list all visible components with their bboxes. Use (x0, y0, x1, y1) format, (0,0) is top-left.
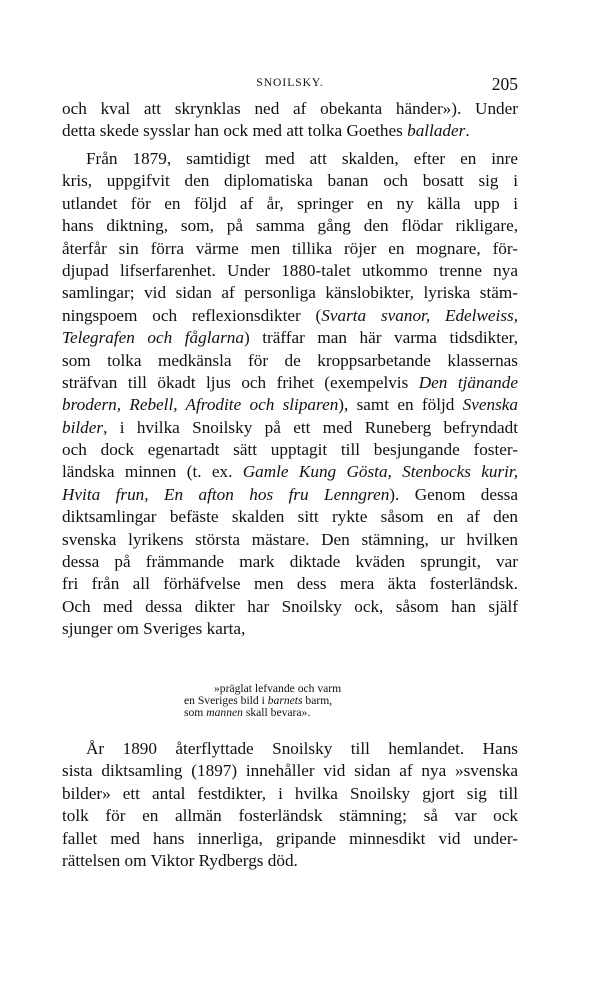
text-line (62, 618, 518, 640)
text-line (62, 394, 518, 416)
text-line (62, 596, 518, 618)
text-line (62, 738, 518, 760)
text-line (62, 98, 518, 120)
italic-text: Hvita frun, En afton hos fru Lenngren (62, 484, 390, 504)
text-segment: Från 1879, samtidigt med att skalden, efter en inre (86, 149, 518, 168)
text-line (62, 148, 518, 170)
italic-text: ballader (407, 121, 466, 141)
page-number: 205 (491, 74, 518, 94)
italic-text: Telegrafen och fåglarna (62, 328, 244, 348)
text-segment: ningspoem och reflexionsdikter ( (62, 305, 322, 325)
text-line (62, 215, 518, 237)
text-segment: sjunger om Sveriges karta, (62, 619, 246, 639)
text-line (62, 170, 518, 192)
text-line (62, 461, 518, 483)
text-segment: kris, uppgifvit den diplomatiska banan och bosatt sig i (62, 171, 518, 191)
text-segment: sista diktsamling (1897) innehåller vid sidan af nya »svenska (62, 761, 518, 781)
italic-text: Svenska (462, 395, 518, 415)
text-line (62, 193, 518, 215)
text-line (62, 551, 518, 573)
text-segment: Och med dessa dikter har Snoilsky ock, såsom han själf (62, 596, 518, 616)
text-segment: hans diktning, som, på samma gång den flödar rikligare, (62, 216, 518, 236)
text-line (62, 828, 518, 850)
text-segment: rättelsen om Viktor Rydbergs död. (62, 850, 298, 870)
italic-text: Den tjänande (418, 372, 518, 392)
text-segment: ). Genom dessa (389, 484, 518, 504)
italic-text: Gamle Kung Gösta, Stenbocks kurir, (242, 462, 518, 482)
text-segment: barm, (302, 694, 333, 707)
text-line (62, 760, 518, 782)
page-header (62, 74, 518, 94)
text-line (62, 529, 518, 551)
text-line (62, 327, 518, 349)
text-segment: en Sveriges bild i (184, 694, 268, 707)
italic-text: Svarta svanor, Edelweiss, (321, 305, 518, 325)
text-line (62, 484, 518, 506)
text-segment: svenska lyrikens största mästare. Den stämning, ur hvilken (62, 529, 518, 549)
text-line (62, 783, 518, 805)
text-segment: detta skede sysslar han ock med att tolka Goethes (62, 121, 408, 141)
text-segment: , i hvilka Snoilsky på ett med Runeberg befryndadt (103, 417, 518, 437)
text-segment: som tolka medkänsla för de kroppsarbetande klassernas (62, 350, 518, 370)
text-line (62, 120, 518, 142)
italic-text: mannen (206, 706, 243, 719)
text-segment: djupad lifserfarenhet. Under 1880-talet utkommo trenne nya (62, 260, 518, 280)
text-segment: »präglat lefvande och varm (214, 682, 342, 695)
text-segment: . (465, 121, 470, 141)
text-segment: och kval att skrynklas ned af obekanta händer»). Under (62, 99, 518, 118)
text-segment: bilder» ett antal festdikter, i hvilka Snoilsky gjort sig till (62, 783, 518, 803)
paragraph-snoilsky-1879 (62, 148, 518, 641)
text-line (62, 350, 518, 372)
block-quote (184, 683, 404, 719)
italic-text: barnets (267, 694, 303, 707)
text-segment: utlandet för en följd af år, springer en ny källa upp i (62, 193, 518, 213)
paragraph-1890 (62, 738, 518, 872)
text-segment: ländska minnen (t. ex. (62, 462, 243, 482)
text-segment: tolk för en allmän fosterländsk stämning; så var ock (62, 806, 518, 826)
text-segment: skall bevara». (242, 706, 311, 719)
text-segment: diktsamlingar befäste skalden sitt rykte såsom en af den (62, 507, 518, 527)
italic-text: brodern, Rebell, Afrodite och sliparen (62, 395, 339, 415)
quote-line (184, 707, 404, 719)
text-segment: fri från all förhäfvelse men dess mera äkta fosterländsk. (62, 574, 518, 594)
paragraph-continuation (62, 98, 518, 143)
text-line (62, 372, 518, 394)
text-line (62, 305, 518, 327)
text-line (62, 805, 518, 827)
text-segment: År 1890 återflyttade Snoilsky till hemlandet. Hans (86, 739, 518, 758)
text-segment: ) träffar man här varma tidsdikter, (243, 328, 518, 348)
text-line (62, 850, 518, 872)
text-segment: återfår sin förra värme men tillika röjer en mognare, för- (62, 238, 518, 258)
text-segment: som (184, 706, 207, 719)
text-segment: ), samt en följd (338, 395, 463, 415)
text-segment: och dock egenartadt sätt upptagit till besjungande foster- (62, 440, 518, 460)
running-title: SNOILSKY. (256, 77, 324, 89)
text-segment: fallet med hans innerliga, gripande minnesdikt vid under- (62, 828, 518, 848)
text-line (62, 260, 518, 282)
text-line (62, 282, 518, 304)
text-segment: sträfvan till ökadt ljus och frihet (exempelvis (62, 372, 419, 392)
text-segment: dessa på främmande mark diktade kväden sprungit, var (62, 552, 518, 572)
text-line (62, 506, 518, 528)
text-segment: samlingar; vid sidan af personliga känslobikter, lyriska stäm- (62, 283, 518, 303)
text-line (62, 439, 518, 461)
text-line (62, 573, 518, 595)
italic-text: bilder (62, 417, 104, 437)
text-line (62, 238, 518, 260)
text-line (62, 417, 518, 439)
